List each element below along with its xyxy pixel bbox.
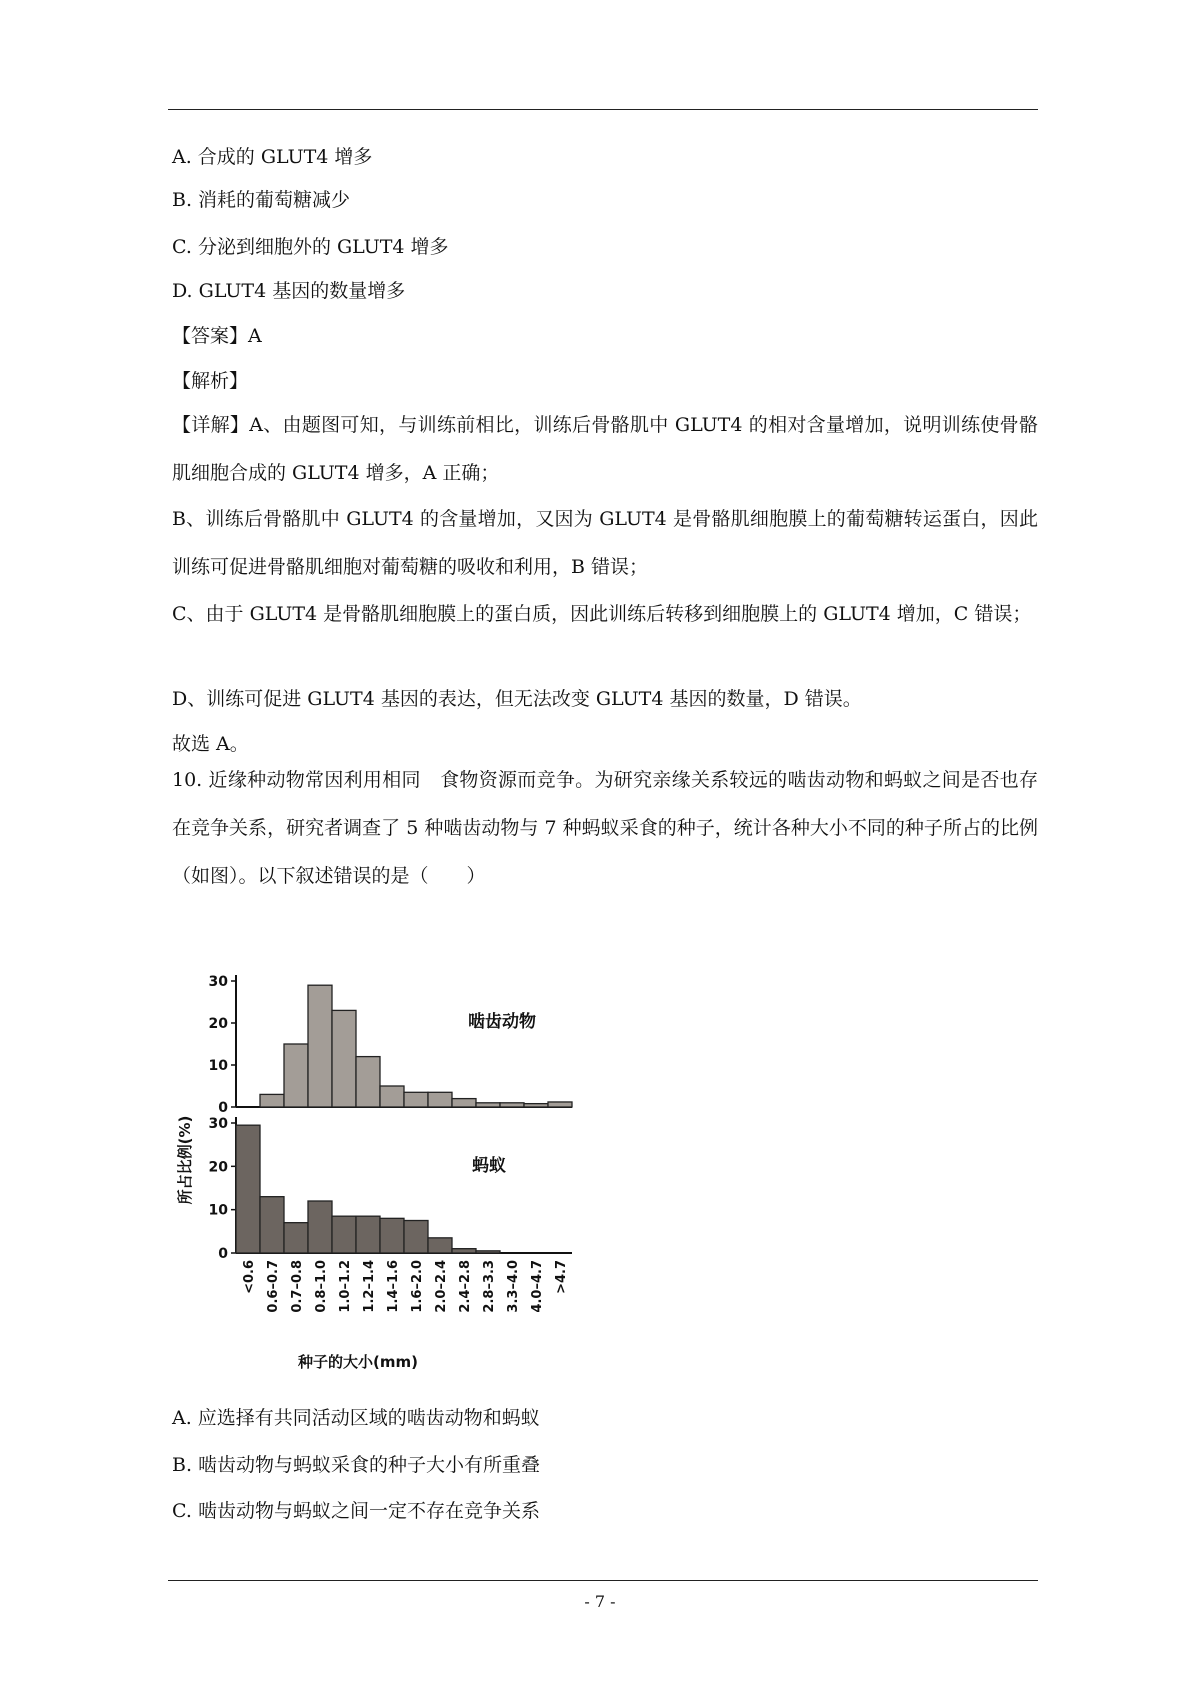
bar-ant bbox=[332, 1216, 356, 1253]
option-c-prev: C. 分泌到细胞外的 GLUT4 增多 bbox=[172, 236, 449, 258]
detail-d: D、训练可促进 GLUT4 基因的表达，但无法改变 GLUT4 基因的数量，D 错误。 bbox=[172, 688, 862, 710]
option-b-q10: B. 啮齿动物与蚂蚁采食的种子大小有所重叠 bbox=[172, 1454, 541, 1476]
answer-label: 【答案】A bbox=[172, 325, 262, 347]
x-tick-label: <0.6 bbox=[242, 1260, 257, 1294]
bar-ant bbox=[284, 1223, 308, 1253]
page-number: - 7 - bbox=[584, 1592, 616, 1611]
x-tick-label: 4.0–4.7 bbox=[530, 1260, 545, 1313]
bar-rodent bbox=[332, 1010, 356, 1107]
bar-ant bbox=[380, 1218, 404, 1253]
y-tick-label: 0 bbox=[218, 1100, 228, 1116]
x-tick-label: 3.3–4.0 bbox=[506, 1260, 521, 1313]
bar-rodent bbox=[524, 1104, 548, 1107]
bar-rodent bbox=[380, 1086, 404, 1107]
option-c-q10: C. 啮齿动物与蚂蚁之间一定不存在竞争关系 bbox=[172, 1500, 540, 1522]
option-a-q10: A. 应选择有共同活动区域的啮齿动物和蚂蚁 bbox=[172, 1407, 540, 1429]
bar-rodent bbox=[308, 985, 332, 1107]
x-tick-label: 2.4–2.8 bbox=[458, 1260, 473, 1313]
option-a-prev: A. 合成的 GLUT4 增多 bbox=[172, 146, 373, 168]
series-label: 蚂蚁 bbox=[472, 1156, 506, 1176]
x-tick-label: 1.2–1.4 bbox=[362, 1260, 377, 1313]
detail-b: B、训练后骨骼肌中 GLUT4 的含量增加，又因为 GLUT4 是骨骼肌细胞膜上的葡萄糖转运蛋白，因此训练可促进骨骼肌细胞对葡萄糖的吸收和利用，B 错误； bbox=[172, 508, 1038, 578]
conclusion: 故选 A。 bbox=[172, 733, 249, 755]
bar-rodent bbox=[284, 1044, 308, 1107]
bar-ant bbox=[476, 1251, 500, 1253]
bar-rodent bbox=[404, 1092, 428, 1107]
x-tick-label: 2.8–3.3 bbox=[482, 1260, 497, 1313]
series-label: 啮齿动物 bbox=[468, 1012, 536, 1032]
y-tick-label: 10 bbox=[208, 1058, 228, 1074]
question-10-stem: 10. 近缘种动物常因利用相同 食物资源而竞争。为研究亲缘关系较远的啮齿动物和蚂蚁之间是否也存在竞争关系，研究者调查了 5 种啮齿动物与 7 种蚂蚁采食的种子，统计各种大小不同的种子所占的比例（如图）。以下叙述错误的是（ ） bbox=[172, 769, 1038, 887]
bar-rodent bbox=[452, 1099, 476, 1107]
seed-size-histogram bbox=[168, 955, 608, 1375]
bar-ant bbox=[356, 1216, 380, 1253]
x-tick-label: 1.4–1.6 bbox=[386, 1260, 401, 1313]
option-d-prev: D. GLUT4 基因的数量增多 bbox=[172, 280, 406, 302]
bar-ant bbox=[236, 1125, 260, 1253]
bar-rodent bbox=[476, 1103, 500, 1107]
bar-ant bbox=[452, 1249, 476, 1253]
bar-rodent bbox=[500, 1103, 524, 1107]
x-tick-label: 1.6–2.0 bbox=[410, 1260, 425, 1313]
detail-a: 【详解】A、由题图可知，与训练前相比，训练后骨骼肌中 GLUT4 的相对含量增加，说明训练使骨骼肌细胞合成的 GLUT4 增多，A 正确； bbox=[172, 414, 1038, 484]
x-tick-label: 1.0–1.2 bbox=[338, 1260, 353, 1313]
y-tick-label: 20 bbox=[208, 1016, 228, 1032]
detail-c: C、由于 GLUT4 是骨骼肌细胞膜上的蛋白质，因此训练后转移到细胞膜上的 GLUT4 增加，C 错误； bbox=[172, 603, 1032, 625]
x-axis-title: 种子的大小(mm) bbox=[298, 1353, 418, 1371]
bar-rodent bbox=[548, 1102, 572, 1107]
bar-ant bbox=[404, 1221, 428, 1254]
header-rule bbox=[168, 109, 1038, 110]
y-tick-label: 10 bbox=[208, 1202, 228, 1219]
bar-rodent bbox=[356, 1057, 380, 1107]
bar-rodent bbox=[260, 1094, 284, 1107]
bar-ant bbox=[308, 1201, 332, 1253]
x-tick-label: >4.7 bbox=[554, 1260, 569, 1294]
x-tick-label: 0.6–0.7 bbox=[266, 1260, 281, 1313]
x-tick-label: 2.0–2.4 bbox=[434, 1260, 449, 1313]
y-tick-label: 0 bbox=[218, 1246, 228, 1262]
y-tick-label: 20 bbox=[208, 1159, 228, 1176]
x-tick-label: 0.8–1.0 bbox=[314, 1260, 329, 1313]
option-b-prev: B. 消耗的葡萄糖减少 bbox=[172, 189, 351, 211]
bar-ant bbox=[428, 1238, 452, 1253]
x-tick-label: 0.7–0.8 bbox=[290, 1260, 305, 1313]
y-tick-label: 30 bbox=[208, 1116, 228, 1132]
analysis-title: 【解析】 bbox=[172, 370, 249, 392]
y-axis-title: 所占比例(%) bbox=[176, 1115, 194, 1205]
bar-rodent bbox=[428, 1092, 452, 1107]
footer-rule bbox=[168, 1580, 1038, 1581]
bar-ant bbox=[260, 1197, 284, 1253]
y-tick-label: 30 bbox=[208, 974, 228, 990]
